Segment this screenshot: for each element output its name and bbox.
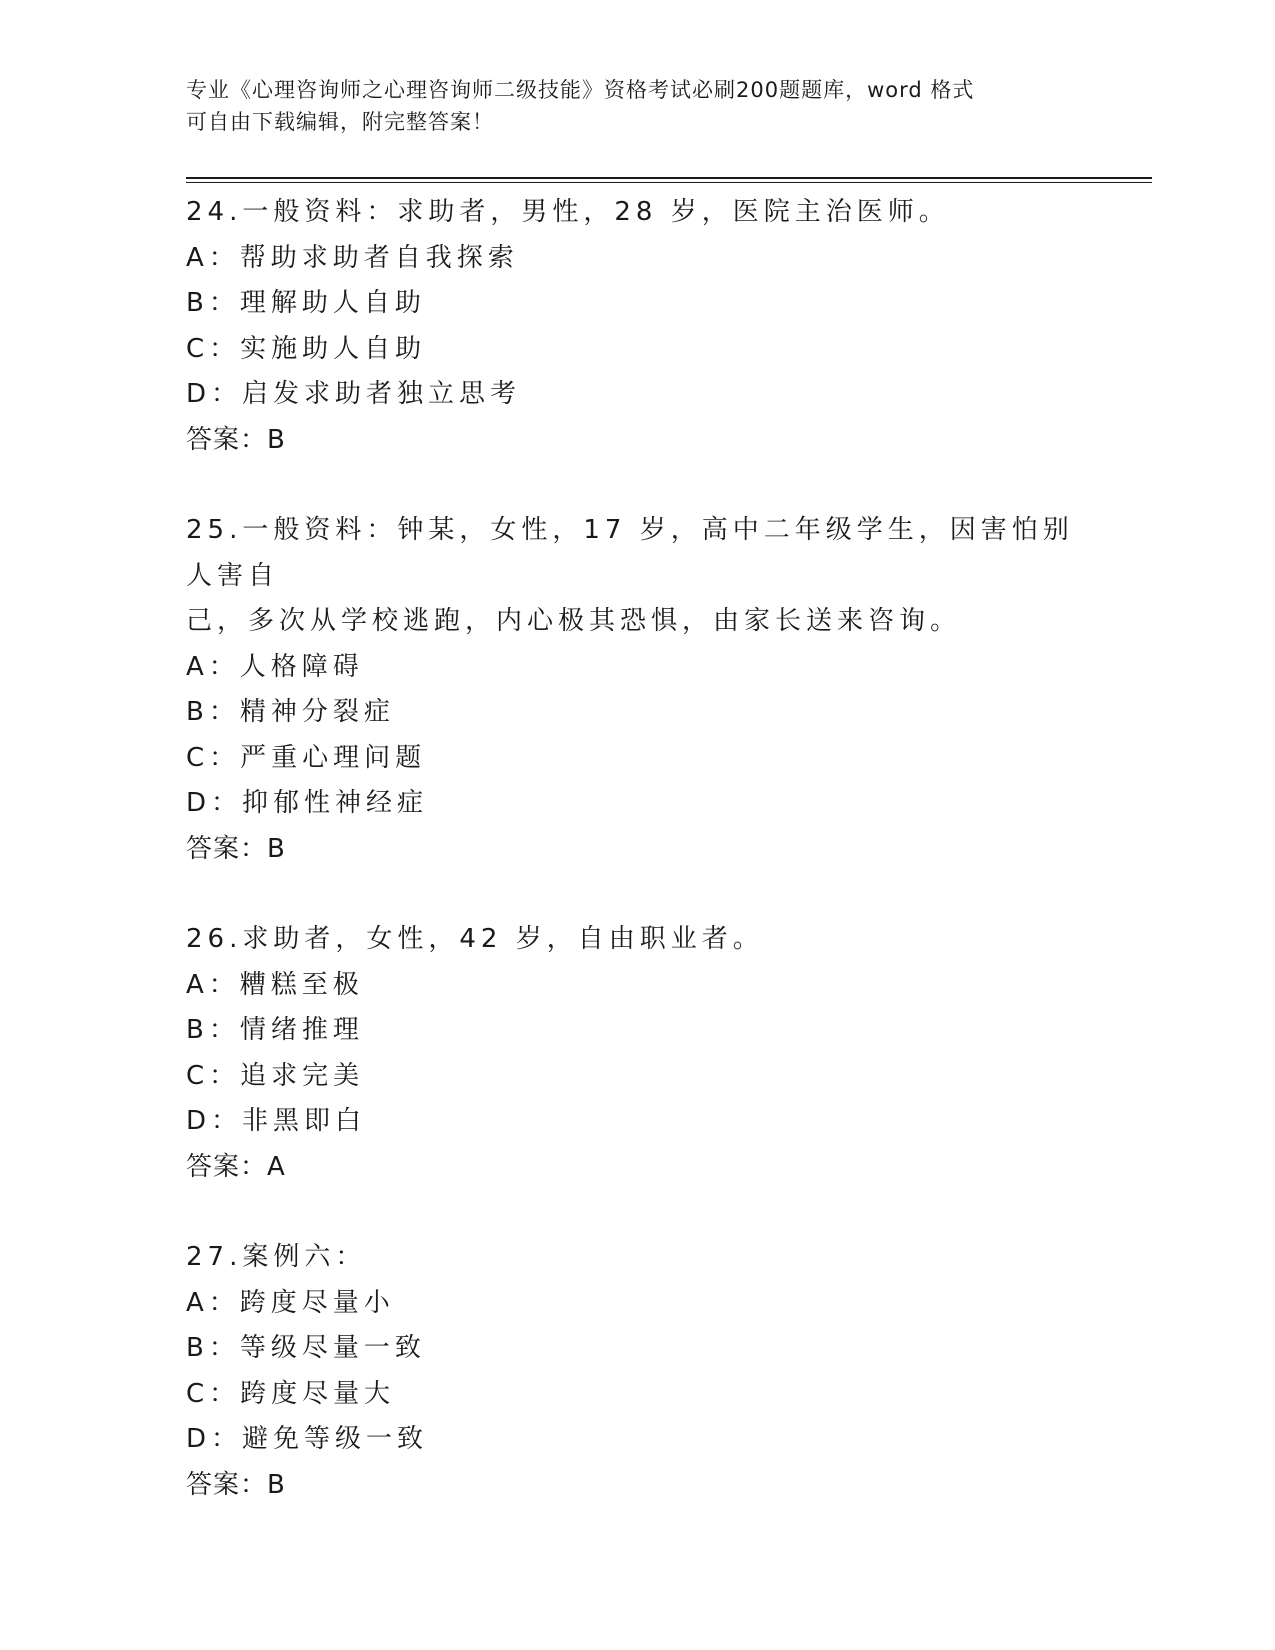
document-header [186, 74, 1086, 138]
answer-line [186, 1145, 1166, 1191]
question-25 [186, 508, 1166, 872]
answer-value: B [267, 833, 286, 864]
option-c: C：追求完美 [186, 1060, 365, 1091]
option-a: A：人格障碍 [186, 651, 364, 682]
option-a: A：帮助求助者自我探索 [186, 242, 519, 273]
answer-label: 答案： [186, 1469, 268, 1500]
option-a: A：糟糕至极 [186, 969, 364, 1000]
answer-value: B [267, 1469, 286, 1500]
answer-value: B [267, 424, 286, 455]
answer-line [186, 827, 1166, 873]
option-d: D：抑郁性神经症 [186, 788, 429, 818]
option-c: C：实施助人自助 [186, 333, 427, 364]
option-d: D：非黑即白 [186, 1106, 367, 1136]
question-stem-line: 24.一般资料：求助者，男性，28 岁，医院主治医师。 [186, 197, 950, 227]
header-line-1: 专业《心理咨询师之心理咨询师二级技能》资格考试必刷200题题库，word 格式 [186, 78, 975, 102]
question-stem [186, 508, 1086, 645]
question-26 [186, 917, 1166, 1190]
option-b: B：精神分裂症 [186, 697, 395, 727]
question-stem [186, 190, 1086, 236]
answer-label: 答案： [186, 424, 268, 455]
question-list [186, 190, 1166, 1508]
question-stem-line: 26.求助者，女性，42 岁，自由职业者。 [186, 924, 764, 954]
option-c: C：跨度尽量大 [186, 1378, 396, 1409]
option-b: B：情绪推理 [186, 1015, 364, 1045]
answer-label: 答案： [186, 1151, 268, 1182]
answer-label: 答案： [186, 833, 268, 864]
answer-value: A [267, 1151, 286, 1182]
question-stem-line: 25.一般资料：钟某，女性，17 岁，高中二年级学生，因害怕别人害自 [186, 515, 1074, 591]
option-c: C：严重心理问题 [186, 742, 427, 773]
option-a: A：跨度尽量小 [186, 1287, 395, 1318]
header-rule-thin [186, 182, 1152, 183]
question-24 [186, 190, 1166, 463]
question-stem [186, 917, 1086, 963]
answer-line [186, 418, 1166, 464]
question-27 [186, 1235, 1166, 1508]
option-b: B：等级尽量一致 [186, 1333, 426, 1363]
header-line-2: 可自由下载编辑，附完整答案！ [186, 110, 494, 134]
header-rule-thick [186, 177, 1152, 179]
option-b: B：理解助人自助 [186, 288, 426, 318]
option-d: D：启发求助者独立思考 [186, 379, 522, 409]
question-stem-line: 己，多次从学校逃跑，内心极其恐惧，由家长送来咨询。 [186, 606, 962, 636]
option-d: D：避免等级一致 [186, 1424, 429, 1454]
question-stem [186, 1235, 1086, 1281]
answer-line [186, 1463, 1166, 1509]
question-stem-line: 27.案例六： [186, 1242, 367, 1272]
